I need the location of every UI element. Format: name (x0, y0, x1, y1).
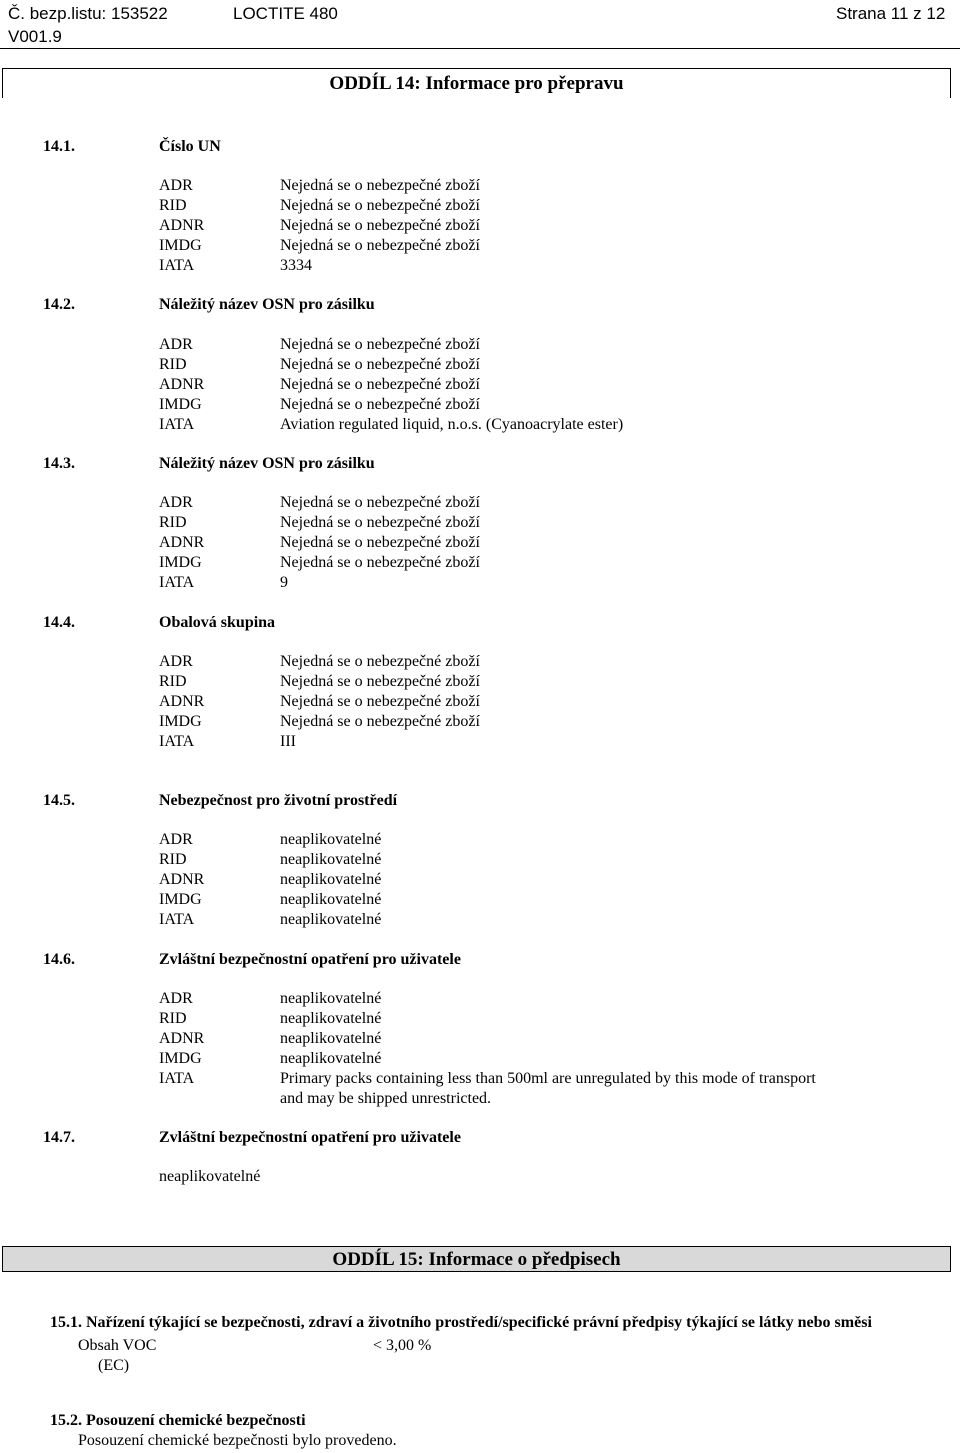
doc-number: Č. bezp.listu: 153522 (8, 4, 168, 23)
row-value: Nejedná se o nebezpečné zboží (280, 693, 480, 710)
row-mode: ADR (159, 336, 193, 353)
row-value: neaplikovatelné (280, 831, 382, 848)
row-value-continued: and may be shipped unrestricted. (280, 1090, 492, 1107)
row-mode: IMDG (159, 237, 202, 254)
row-mode: RID (159, 514, 187, 531)
row-value: neaplikovatelné (280, 1030, 382, 1047)
sub-14-3-title: Náležitý název OSN pro zásilku (159, 455, 375, 472)
row-mode: ADNR (159, 534, 205, 551)
sub-14-6-title: Zvláštní bezpečnostní opatření pro uživatele (159, 951, 461, 968)
page-number: Strana 11 z 12 (836, 4, 946, 23)
row-value: Primary packs containing less than 500ml are unregulated by this mode of transport (280, 1070, 816, 1087)
row-value: Nejedná se o nebezpečné zboží (280, 177, 480, 194)
row-value: Nejedná se o nebezpečné zboží (280, 197, 480, 214)
product-name: LOCTITE 480 (233, 4, 338, 23)
row-value: III (280, 733, 296, 750)
sub-14-5-number: 14.5. (43, 792, 75, 809)
row-mode: ADNR (159, 693, 205, 710)
row-value: Nejedná se o nebezpečné zboží (280, 514, 480, 531)
row-value: Nejedná se o nebezpečné zboží (280, 673, 480, 690)
row-mode: IMDG (159, 554, 202, 571)
row-value: Nejedná se o nebezpečné zboží (280, 534, 480, 551)
row-value: Nejedná se o nebezpečné zboží (280, 237, 480, 254)
row-mode: ADR (159, 177, 193, 194)
row-mode: IATA (159, 733, 195, 750)
sub-14-2-number: 14.2. (43, 296, 75, 313)
row-mode: RID (159, 197, 187, 214)
sub-14-6-number: 14.6. (43, 951, 75, 968)
sub-14-7-text: neaplikovatelné (159, 1168, 261, 1185)
row-mode: IMDG (159, 396, 202, 413)
row-mode: IATA (159, 911, 195, 928)
section-15-title: ODDÍL 15: Informace o předpisech (332, 1249, 621, 1270)
row-mode: RID (159, 851, 187, 868)
row-value: neaplikovatelné (280, 891, 382, 908)
row-mode: RID (159, 1010, 187, 1027)
row-mode: ADNR (159, 871, 205, 888)
sub-14-4-number: 14.4. (43, 614, 75, 631)
row-mode: ADNR (159, 1030, 205, 1047)
row-value: neaplikovatelné (280, 1010, 382, 1027)
sub-14-1-number: 14.1. (43, 138, 75, 155)
voc-value: < 3,00 % (373, 1337, 432, 1354)
version: V001.9 (8, 27, 62, 46)
row-value: 9 (280, 574, 288, 591)
row-value: Nejedná se o nebezpečné zboží (280, 494, 480, 511)
row-value: neaplikovatelné (280, 871, 382, 888)
sub-14-3-number: 14.3. (43, 455, 75, 472)
row-value: Nejedná se o nebezpečné zboží (280, 396, 480, 413)
row-mode: ADR (159, 990, 193, 1007)
row-value: Nejedná se o nebezpečné zboží (280, 217, 480, 234)
voc-label: Obsah VOC (78, 1337, 157, 1354)
sub-14-7-title: Zvláštní bezpečnostní opatření pro uživatele (159, 1129, 461, 1146)
row-value: Nejedná se o nebezpečné zboží (280, 713, 480, 730)
row-mode: IATA (159, 574, 195, 591)
sub-14-5-title: Nebezpečnost pro životní prostředí (159, 792, 398, 809)
row-mode: IATA (159, 1070, 195, 1087)
row-mode: ADNR (159, 217, 205, 234)
row-value: Aviation regulated liquid, n.o.s. (Cyanoacrylate ester) (280, 416, 624, 433)
row-mode: ADR (159, 494, 193, 511)
row-value: Nejedná se o nebezpečné zboží (280, 336, 480, 353)
sub-14-2-title: Náležitý název OSN pro zásilku (159, 296, 375, 313)
header-rule (0, 48, 960, 49)
row-mode: RID (159, 673, 187, 690)
row-mode: ADR (159, 653, 193, 670)
row-mode: IATA (159, 416, 195, 433)
section-14-title: ODDÍL 14: Informace pro přepravu (329, 73, 624, 94)
sub-14-1-title: Číslo UN (159, 138, 221, 155)
row-mode: ADNR (159, 376, 205, 393)
row-value: 3334 (280, 257, 312, 274)
row-value: Nejedná se o nebezpečné zboží (280, 653, 480, 670)
sub-15-1-heading: 15.1. Nařízení týkající se bezpečnosti, zdraví a životního prostředí/specifické právní předpisy týkající se látky nebo směsi (50, 1314, 872, 1331)
row-mode: IMDG (159, 713, 202, 730)
section-15-bar (2, 1246, 951, 1272)
row-value: neaplikovatelné (280, 851, 382, 868)
row-mode: RID (159, 356, 187, 373)
row-mode: IMDG (159, 1050, 202, 1067)
row-value: Nejedná se o nebezpečné zboží (280, 356, 480, 373)
row-value: Nejedná se o nebezpečné zboží (280, 554, 480, 571)
row-mode: ADR (159, 831, 193, 848)
row-value: neaplikovatelné (280, 1050, 382, 1067)
row-mode: IATA (159, 257, 195, 274)
sub-14-7-number: 14.7. (43, 1129, 75, 1146)
sub-14-4-title: Obalová skupina (159, 614, 276, 631)
row-value: neaplikovatelné (280, 990, 382, 1007)
row-value: neaplikovatelné (280, 911, 382, 928)
section-14-frame (2, 68, 951, 98)
row-mode: IMDG (159, 891, 202, 908)
sub-15-2-text: Posouzení chemické bezpečnosti bylo provedeno. (78, 1432, 397, 1449)
sub-15-2-heading: 15.2. Posouzení chemické bezpečnosti (50, 1412, 306, 1429)
row-value: Nejedná se o nebezpečné zboží (280, 376, 480, 393)
voc-unit: (EC) (98, 1357, 130, 1374)
